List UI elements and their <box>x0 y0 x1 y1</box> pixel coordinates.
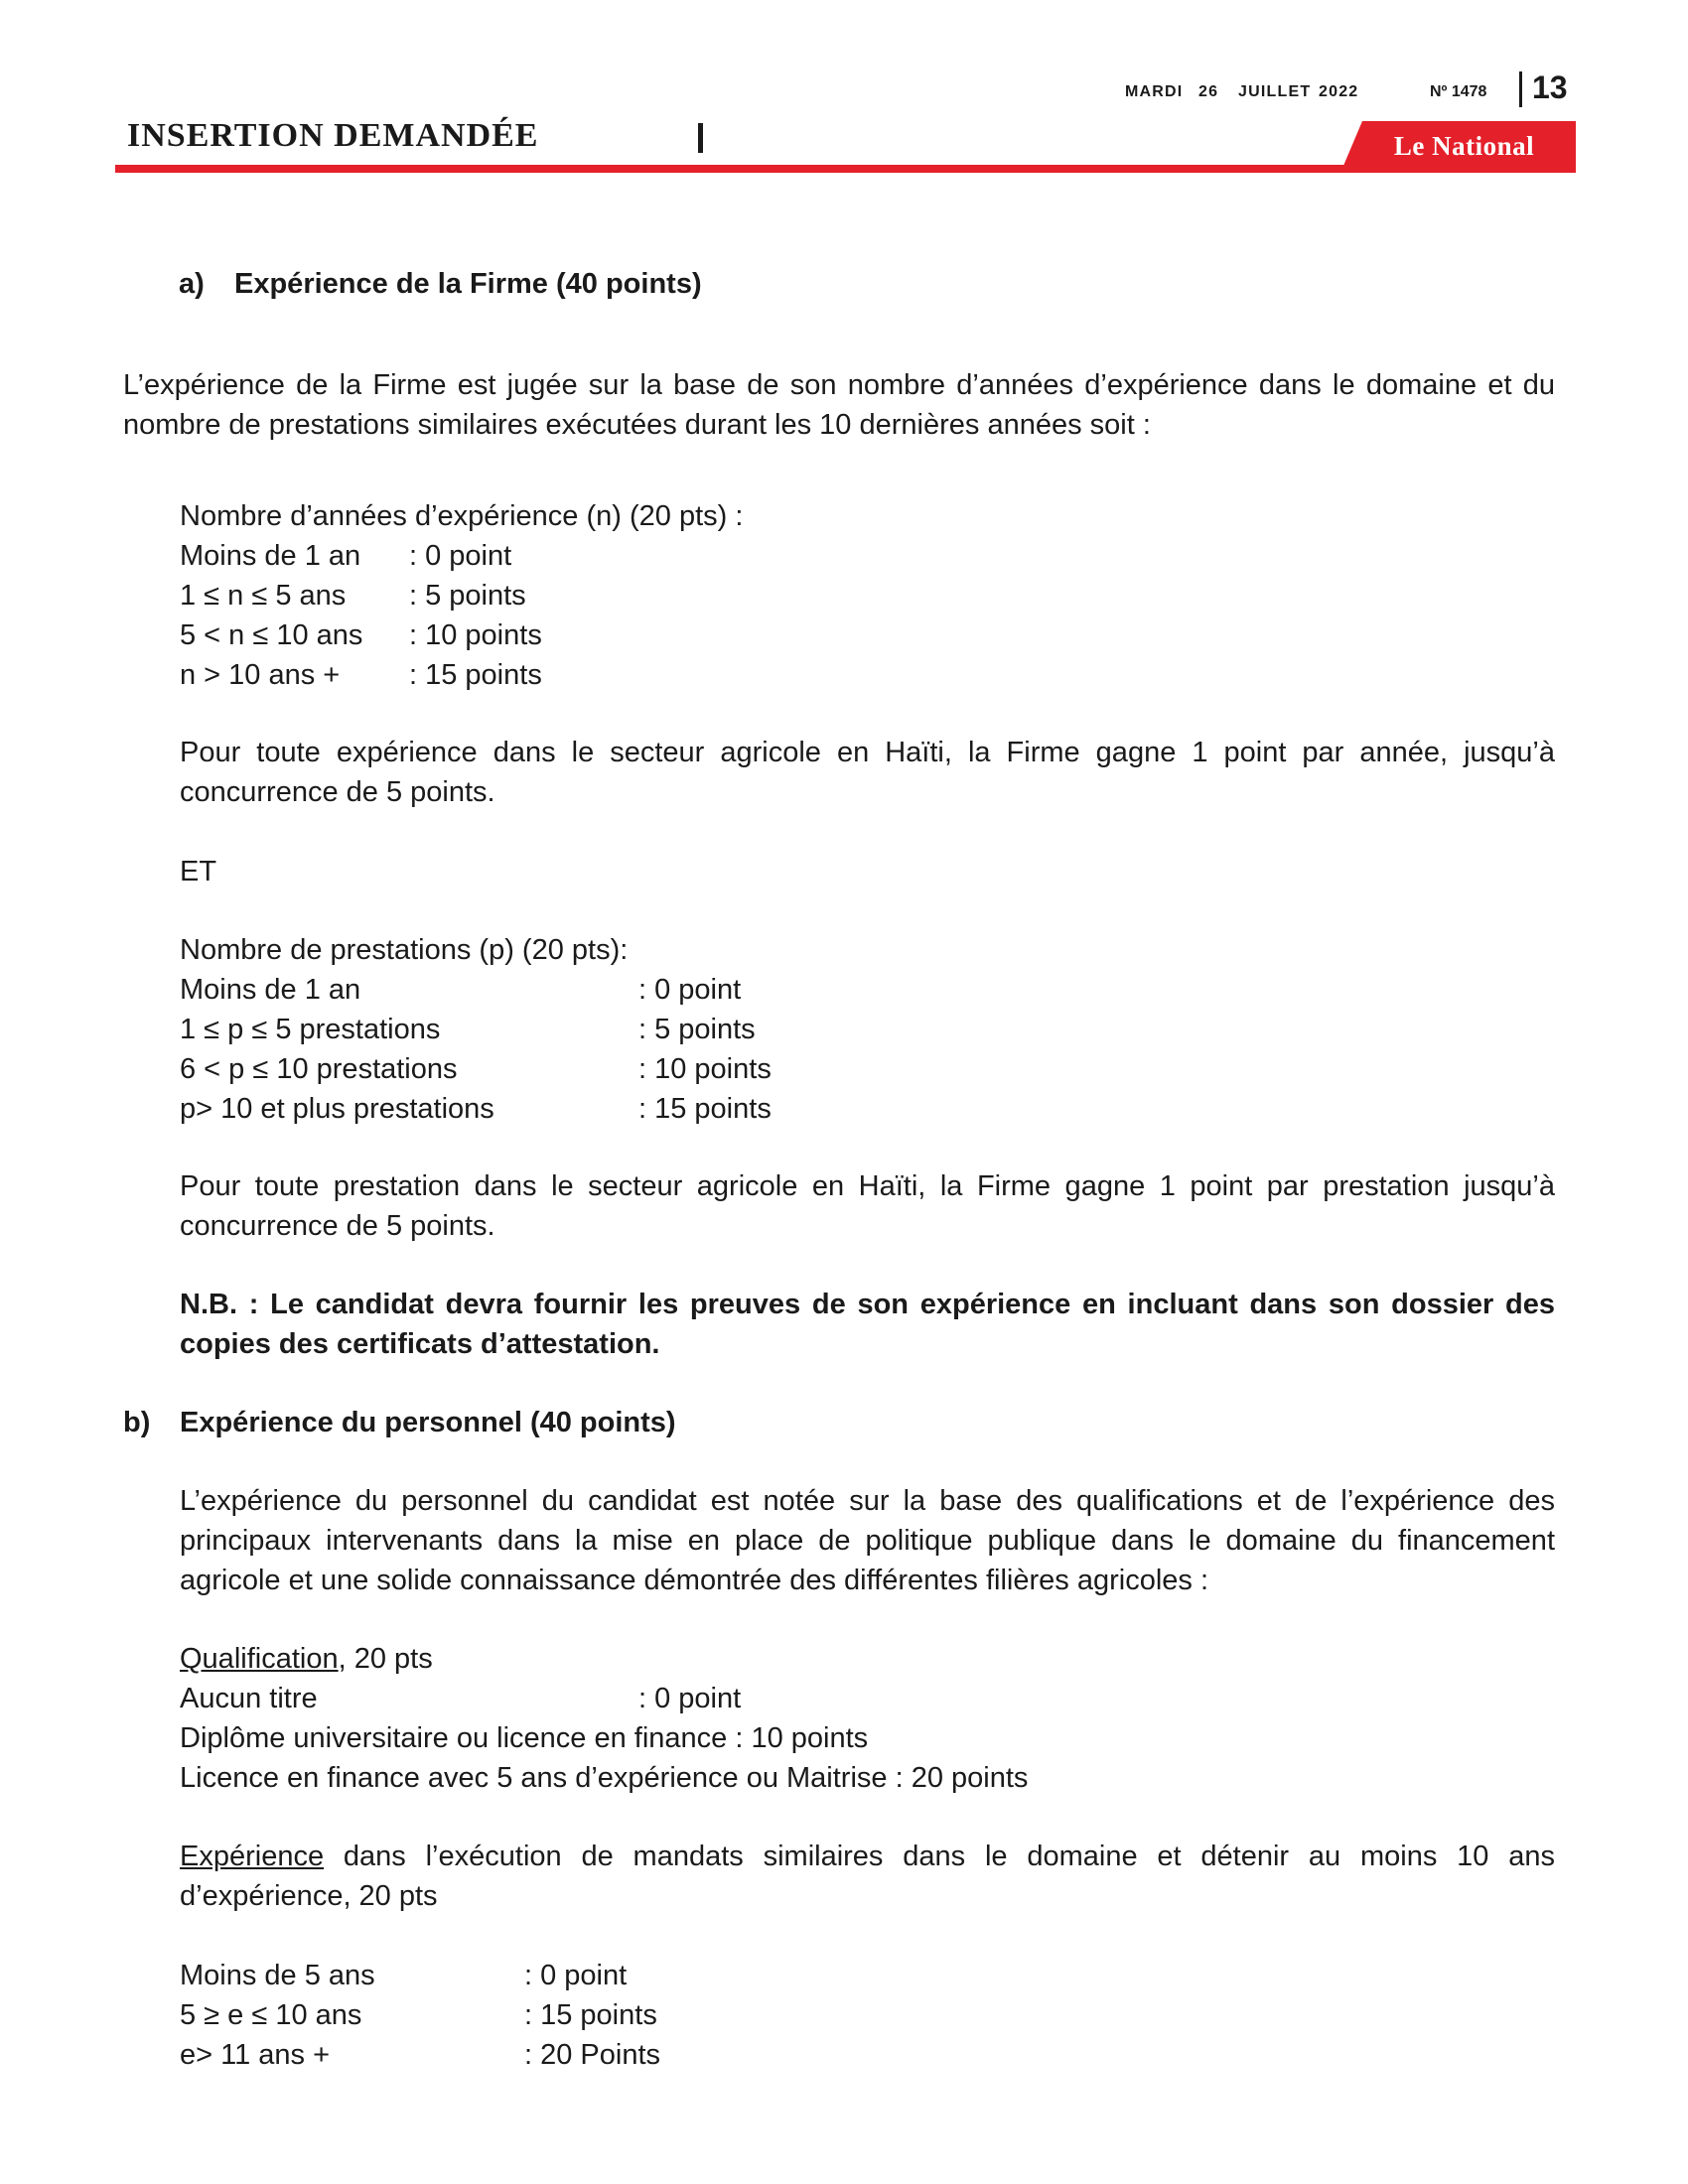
services-row-label: 6 < p ≤ 10 prestations <box>180 1053 458 1085</box>
section-b-marker: b) <box>123 1407 151 1438</box>
experience-title <box>180 1837 1555 1916</box>
experience-row-value: : 0 point <box>524 1960 628 1991</box>
qualification-title <box>180 1639 433 1679</box>
issue-number: Nº 1478 <box>1430 83 1487 100</box>
experience-row-label: Moins de 5 ans <box>180 1960 375 1991</box>
services-row-value: : 15 points <box>638 1093 772 1125</box>
experience-title-underlined: Expérience <box>180 1841 325 1872</box>
services-row-value: : 10 points <box>638 1053 772 1085</box>
experience-row-value: : 20 Points <box>524 2039 661 2071</box>
experience-title-rest: dans l’exécution de mandats similaires dans le domaine et détenir au moins 10 ans d’expérience, 20 pts <box>180 1841 1555 1912</box>
date-month: JUILLET <box>1238 83 1312 100</box>
services-bonus: Pour toute prestation dans le secteur agricole en Haïti, la Firme gagne 1 point par prestation jusqu’à concurrence de 5 points. <box>180 1170 1555 1242</box>
years-row-value: : 5 points <box>409 580 526 612</box>
services-row-value: : 0 point <box>638 974 742 1006</box>
experience-row-label: e> 11 ans + <box>180 2039 331 2071</box>
years-bonus: Pour toute expérience dans le secteur agricole en Haïti, la Firme gagne 1 point par année, jusqu’à concurrence de 5 points. <box>180 737 1555 808</box>
page-number-divider <box>1519 71 1522 107</box>
section-a-intro: L’expérience de la Firme est jugée sur la base de son nombre d’années d’expérience dans le domaine et du nombre de prestations similaires exécutées durant les 10 dernières années soit : <box>123 369 1555 441</box>
qualification-title-rest: , 20 pts <box>338 1643 433 1675</box>
date-weekday: MARDI <box>1125 83 1184 100</box>
qualification-row-value: : 0 point <box>638 1683 742 1714</box>
section-divider <box>698 123 703 153</box>
years-row-label: Moins de 1 an <box>180 540 361 572</box>
section-b-heading: Expérience du personnel (40 points) <box>180 1407 676 1438</box>
years-title: Nombre d’années d’expérience (n) (20 pts) : <box>180 500 744 532</box>
qualification-row-label: Aucun titre <box>180 1683 318 1714</box>
date-year: 2022 <box>1319 83 1359 100</box>
conjunction: ET <box>180 856 217 887</box>
years-row-label: 5 < n ≤ 10 ans <box>180 619 363 651</box>
qualification-row: Licence en finance avec 5 ans d’expérience ou Maitrise : 20 points <box>180 1762 1029 1794</box>
section-b-intro: L’expérience du personnel du candidat est notée sur la base des qualifications et de l’expérience des principaux intervenants dans la mise en place de politique publique dans le domaine du financement agricole et une solide connaissance démontrée des différentes filières agricoles : <box>180 1485 1555 1596</box>
section-title: INSERTION DEMANDÉE <box>127 117 539 154</box>
section-a-heading: Expérience de la Firme (40 points) <box>234 268 702 300</box>
qualification-row: Diplôme universitaire ou licence en finance : 10 points <box>180 1722 869 1754</box>
experience-row-value: : 15 points <box>524 1999 657 2031</box>
services-title: Nombre de prestations (p) (20 pts): <box>180 934 629 966</box>
section-a-marker: a) <box>179 268 205 300</box>
qualification-title-underlined: Qualification <box>180 1643 339 1675</box>
services-row-label: p> 10 et plus prestations <box>180 1093 494 1125</box>
years-row-label: 1 ≤ n ≤ 5 ans <box>180 580 347 612</box>
experience-row-label: 5 ≥ e ≤ 10 ans <box>180 1999 362 2031</box>
paper-name: Le National <box>1393 131 1535 161</box>
nb-note: N.B. : Le candidat devra fournir les preuves de son expérience en incluant dans son dossier des copies des certificats d’attestation. <box>180 1289 1555 1360</box>
services-row-value: : 5 points <box>638 1014 756 1045</box>
years-row-value: : 10 points <box>409 619 542 651</box>
services-row-label: 1 ≤ p ≤ 5 prestations <box>180 1014 441 1045</box>
masthead <box>0 0 1688 179</box>
page-number: 13 <box>1532 69 1568 105</box>
date-day: 26 <box>1198 83 1219 100</box>
years-row-value: : 15 points <box>409 659 542 691</box>
years-row-label: n > 10 ans + <box>180 659 341 691</box>
years-row-value: : 0 point <box>409 540 512 572</box>
services-row-label: Moins de 1 an <box>180 974 361 1006</box>
